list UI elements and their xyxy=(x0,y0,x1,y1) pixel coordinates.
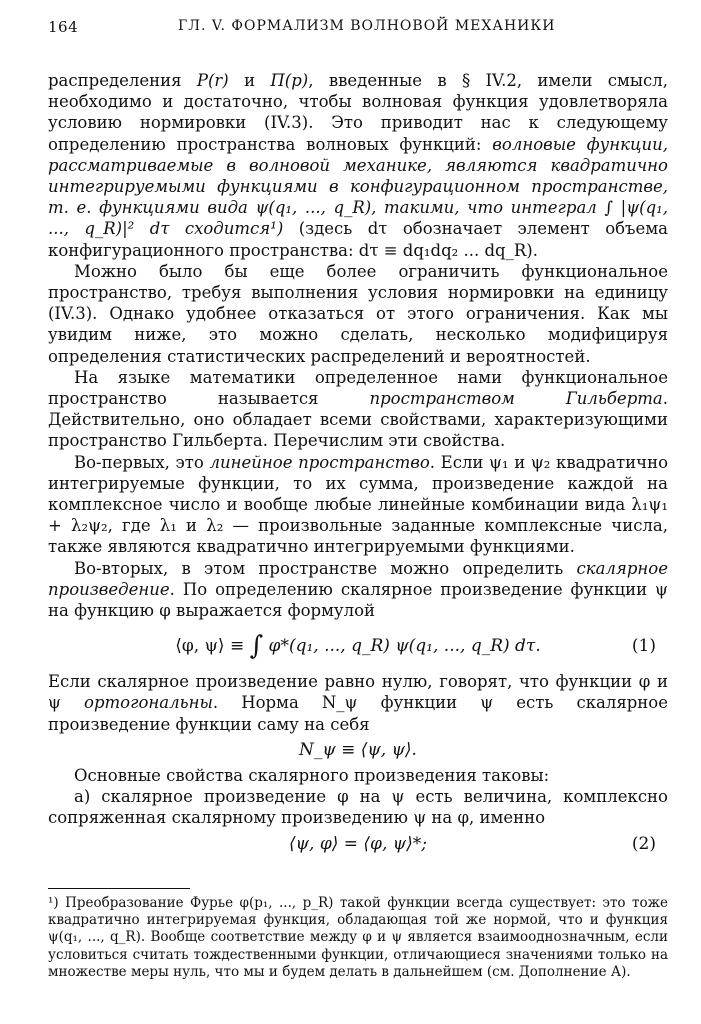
norm-formula: N_ψ ≡ ⟨ψ, ψ⟩. xyxy=(299,739,417,760)
equation-2-formula: ⟨ψ, φ⟩ = ⟨φ, ψ⟩*; xyxy=(289,833,427,854)
integral-sign: ∫ xyxy=(249,631,264,662)
text-run: . По определению скалярное произведение функции ψ на функцию φ выражается формулой xyxy=(48,579,668,621)
equation-1 xyxy=(48,621,668,671)
chapter-title: ГЛ. V. ФОРМАЛИЗМ ВОЛНОВОЙ МЕХАНИКИ xyxy=(178,18,556,34)
text-run: Во-первых, это xyxy=(74,452,210,472)
equation-lhs: ⟨φ, ψ⟩ ≡ xyxy=(175,636,250,657)
running-header xyxy=(48,18,668,42)
text-run: Если скалярное произведение равно нулю, говорят, что функции φ и ψ xyxy=(48,672,668,713)
text-run: На языке математики определенное нами функциональное пространство называется xyxy=(48,367,668,409)
definition-italic: волновые функции, рассматриваемые в волновой механике, являются квадратично интегрируемыми функциями в конфигурационном пространстве, т. е. функциями вида ψ(q₁, ..., q_R), такими, что интеграл xyxy=(48,134,668,218)
text-run: . Действительно, оно обладает всеми свойствами, характеризующими пространство Гильберта. Перечислим эти свойства. xyxy=(48,389,668,451)
term-italic: ортогональны xyxy=(84,693,213,713)
paragraph-5 xyxy=(48,558,668,622)
text-run: . Если ψ₁ и ψ₂ квадратично интегрируемые функции, то их сумма, произведение каждой на комплексное число и вообще любые линейные комбинации вида λ₁ψ₁ + λ₂ψ₂, где λ₁ и λ₂ — произвольные заданные комплексные числа, также являются квадратично интегрируемыми функциями. xyxy=(48,452,669,557)
equation-number: (1) xyxy=(631,636,656,657)
term-italic: скалярное произведение xyxy=(48,558,668,599)
equation-rhs: φ*(q₁, ..., q_R) ψ(q₁, ..., q_R) dτ. xyxy=(263,636,541,657)
equation-norm xyxy=(48,735,668,765)
paragraph-3 xyxy=(48,367,668,452)
footnote-text: ¹) Преобразование Фурье φ(p₁, ..., p_R) такой функции всегда существует: это тоже квадратично интегрируемая функция, обладающая той же нормой, что и функция ψ(q₁, ..., q_R). Вообще соответствие между φ и ψ является взаимооднозначным, если условиться считать тождественными функции, отличающиеся значениями только на множестве меры нуль, что мы и будем делать в дальнейшем (см. Дополнение А). xyxy=(48,895,668,980)
integral-formula: ∫ |ψ(q₁, ..., q_R)|² dτ xyxy=(48,198,668,239)
text-run: (здесь dτ обозначает элемент объема конфигурационного пространства: dτ ≡ dq₁dq₂ ... dq_R). xyxy=(48,219,668,260)
paragraph-8: а) скалярное произведение φ на ψ есть величина, комплексно сопряженная скалярному произведению ψ на φ, именно xyxy=(48,787,668,828)
main-text xyxy=(48,70,668,859)
text-run: распределения xyxy=(48,71,197,90)
text-run: . Норма N_ψ функции ψ есть скалярное произведение функции саму на себя xyxy=(48,693,668,734)
page-number: 164 xyxy=(48,18,79,36)
formula: P(r) xyxy=(196,71,229,90)
footnote xyxy=(48,895,668,981)
formula: Π(p) xyxy=(270,71,309,90)
equation-2 xyxy=(48,829,668,859)
text-run: Во-вторых, в этом пространстве можно определить xyxy=(74,558,577,578)
equation-number: (2) xyxy=(631,833,656,854)
text-run: , введенные в § IV.2, имели смысл, необходимо и достаточно, чтобы волновая функция удовлетворяла условию нормировки (IV.3). Это приводит нас к следующему определению пространства волновых функций: xyxy=(48,71,668,154)
term-italic: пространством Гильберта xyxy=(369,389,663,409)
paragraph-7: Основные свойства скалярного произведения таковы: xyxy=(74,765,550,785)
term-italic: линейное пространство xyxy=(209,452,430,472)
definition-italic: сходится¹) xyxy=(169,219,284,239)
text-run: и xyxy=(228,71,271,90)
paragraph-6 xyxy=(48,671,668,735)
paragraph-1 xyxy=(48,70,668,261)
paragraph-4 xyxy=(48,452,668,558)
footnote-rule xyxy=(48,888,190,889)
paragraph-2: Можно было бы еще более ограничить функциональное пространство, требуя выполнения условия нормировки на единицу (IV.3). Однако удобнее отказаться от этого ограничения. Как мы увидим ниже, это можно сделать, несколько модифицируя определения статистических распределений и вероятностей. xyxy=(48,261,668,366)
